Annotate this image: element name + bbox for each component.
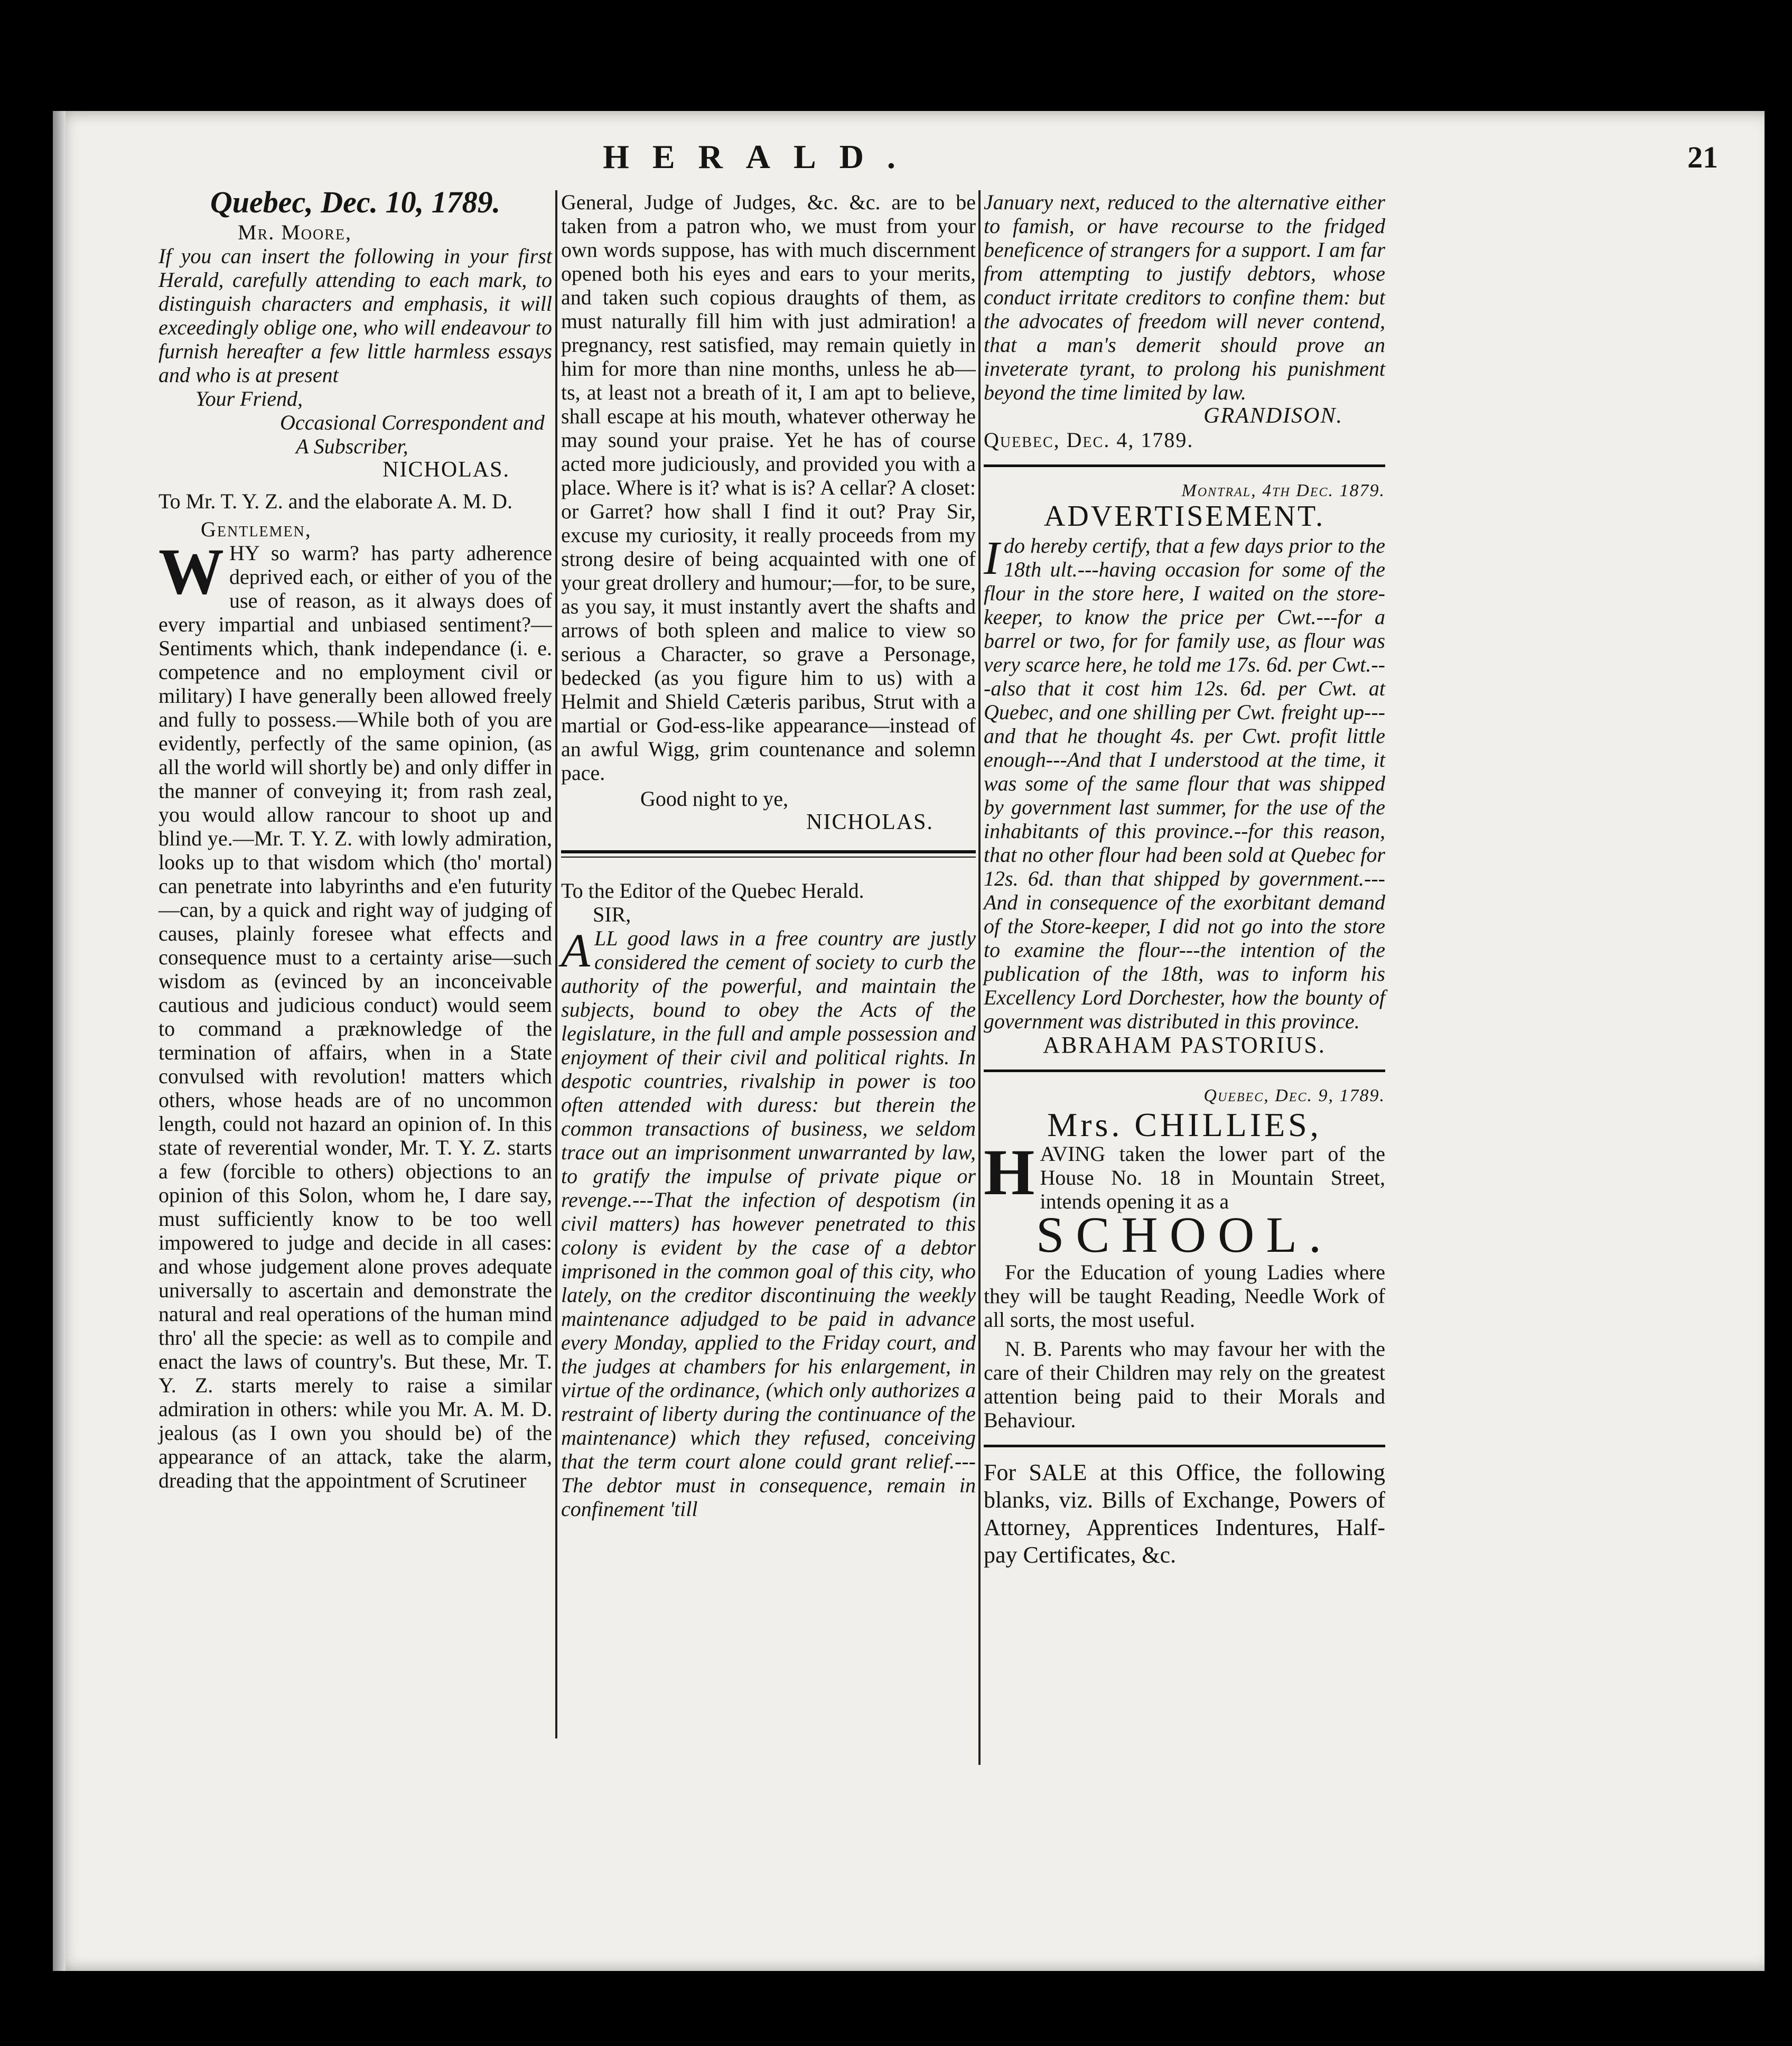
page-gutter <box>53 111 66 1971</box>
sale-notice: For SALE at this Office, the following blanks, viz. Bills of Exchange, Powers of Attorney, Apprentices Indentures, Half-pay Certificates, &c. <box>984 1459 1385 1568</box>
drop-cap: H <box>984 1136 1035 1208</box>
closing-line: Your Friend, <box>195 387 303 411</box>
column-divider <box>978 190 981 1765</box>
signature: NICHOLAS. <box>382 458 510 482</box>
school-title: SCHOOL. <box>1035 1206 1333 1263</box>
school-note: N. B. Parents who may favour her with the care of their Children may rely on the greatest attention being paid to their Morals and Behaviour. <box>984 1337 1385 1432</box>
advertisement-body <box>984 534 1385 1033</box>
masthead: HERALD. <box>603 138 919 175</box>
column-divider <box>555 190 557 1738</box>
school-intro <box>984 1136 1385 1213</box>
advertisement-dateline: Montral, 4th Dec. 1879. <box>1181 481 1385 500</box>
drop-cap: A <box>561 925 590 977</box>
letter-text: LL good laws in a free country are justly considered the cement of society to curb the authority of the powerful, and maintain the subjects, bound to obey the Acts of the legislature, in the full and ample possession and enjoyment of their civil and political rights. In despotic countries, rivalship in power is too often attended with duress: but therein the common transactions of business, we seldom trace out an imprisonment unwarranted by law, to gratify the impulse of private pique or revenge.---That the infection of despotism (in civil matters) has however penetrated to this colony is evident by the case of a debtor imprisoned in the common goal of this city, who lately, on the creditor discontinuing the weekly maintenance adjudged to be paid in advance every Monday, applied to the Friday court, and the judges at chambers for his enlargement, in virtue of the ordinance, (which only authorizes a restraint of liberty during the continuance of the maintenance) which they refused, conceiving that the term court alone could grant relief.---The debtor must in consequence, remain in confinement 'till <box>561 926 976 1521</box>
page-number: 21 <box>1687 140 1718 174</box>
advertisement-title: ADVERTISEMENT. <box>1043 500 1326 533</box>
greeting: Gentlemen, <box>201 517 312 541</box>
column-2 <box>561 190 976 1521</box>
dateline: Quebec, Dec. 10, 1789. <box>210 185 501 219</box>
drop-cap: I <box>984 532 1000 584</box>
signature: GRANDISON. <box>1203 404 1343 428</box>
address-line: To Mr. T. Y. Z. and the elaborate A. M. D. <box>158 489 513 513</box>
body-paragraph <box>158 535 552 1492</box>
column-3 <box>984 190 1385 1569</box>
column-1 <box>158 185 552 1492</box>
school-intro-text: AVING taken the lower part of the House No. 18 in Mountain Street, intends opening it as a <box>1040 1142 1385 1213</box>
school-dateline: Quebec, Dec. 9, 1789. <box>1203 1086 1385 1105</box>
goodnight-line: Good night to ye, <box>640 787 788 811</box>
closing-line: Occasional Correspondent and <box>280 411 545 434</box>
section-rule <box>984 464 1385 467</box>
body-paragraph: General, Judge of Judges, &c. &c. are to be taken from a patron who, we must from your own words suppose, has with much discernment opened both his eyes and ears to your merits, and taken such copious draughts of them, as must naturally fill him with just admiration! a pregnancy, rest satisfied, may remain quietly in him for more than nine months, unless he ab—ts, at least not a breath of it, I am apt to believe, shall escape at his mouth, whatever otherway he may sound your praise. Yet he has of course acted more judiciously, and provided you with a place. Where is it? what is is? A cellar? A closet: or Garret? how shall I find it out? Pray Sir, excuse my curiosity, it really proceeds from my strong desire of being acquainted with one of your great drollery and humour;—for, to be sure, as you say, it must instantly avert the shafts and arrows of both spleen and malice to view so serious a Character, so grave a Personage, bedecked (as you figure him to us) with a Helmit and Shield Cæteris paribus, Strut with a martial or God-ess-like appearance—instead of an awful Wigg, grim countenance and solemn pace. <box>561 190 976 785</box>
dateline: Quebec, Dec. 4, 1789. <box>984 428 1194 452</box>
section-rule <box>984 1070 1385 1072</box>
letter-salutation: SIR, <box>593 903 631 926</box>
signature: NICHOLAS. <box>806 810 934 834</box>
intro-paragraph: If you can insert the following in your first Herald, carefully attending to each mark, to distinguish characters and emphasis, it will exceedingly oblige one, who will endeavour to furnish hereafter a few little harmless essays and who is at present <box>158 244 552 387</box>
signature: ABRAHAM PASTORIUS. <box>1043 1032 1326 1058</box>
letter-heading: To the Editor of the Quebec Herald. <box>561 879 864 903</box>
advertiser-name: Mrs. CHILLIES, <box>1047 1106 1322 1143</box>
drop-cap: W <box>158 535 224 608</box>
closing-line: A Subscriber, <box>296 434 408 458</box>
salutation: Mr. Moore, <box>238 220 352 244</box>
section-rule <box>984 1445 1385 1447</box>
page-header <box>0 137 1792 185</box>
body-paragraph: January next, reduced to the alternative either to famish, or have recourse to the fridged beneficence of strangers for a support. I am far from attempting to justify debtors, whose conduct irritate creditors to confine them: but the advocates of freedom will never contend, that a man's demerit should prove an inveterate tyrant, to prolong his punishment beyond the time limited by law. <box>984 190 1385 404</box>
body-text: HY so warm? has party adherence deprived each, or either of you of the use of reason, as it always does of every impartial and unbiased sentiment?—Sentiments which, thank independance (i. e. competence and no employment civil or military) I have generally been allowed freely and fully to possess.—While both of you are evidently, perfectly of the same opinion, (as all the world will shortly be) and only differ in the manner of conveying it; from rash zeal, you would allow rancour to shoot up and blind ye.—Mr. T. Y. Z. with lowly admiration, looks up to that wisdom which (tho' mortal) can penetrate into labyrinths and e'en futurity—can, by a quick and right way of judging of causes, plainly foresee what effects and consequence must to a certainty arise—such wisdom as (evinced by an inconceivable cautious and judicious conduct) would seem to command a præknowledge of the termination of affairs, when in a State convulsed with revolution! matters which others, whose heads are of no uncommon length, could not hazard an opinion of. In this state of reverential wonder, Mr. T. Y. Z. starts a few (forcible to others) objections to an opinion of this Solon, whom he, I dare say, must sufficiently know to be too well impowered to judge and decide in all cases: and whose judgement alone proves adequate universally to ascertain and demonstrate the natural and real operations of the human mind thro' all the specie: as well as to compile and enact the laws of country's. But these, Mr. T. Y. Z. starts merely to raise a similar admiration in others: while you Mr. A. M. D. jealous (as I own you should be) of the appearance of an attack, take the alarm, dreading that the appointment of Scrutineer <box>158 541 552 1492</box>
school-body: For the Education of young Ladies where they will be taught Reading, Needle Work of all sorts, the most useful. <box>984 1260 1385 1332</box>
advertisement-text: do hereby certify, that a few days prior to the 18th ult.---having occasion for some of the flour in the store here, I waited on the store-keeper, to know the price per Cwt.---for a barrel or two, for for family use, as flour was very scarce here, he told me 17s. 6d. per Cwt.---also that it cost him 12s. 6d. per Cwt. at Quebec, and one shilling per Cwt. freight up--- and that he thought 4s. per Cwt. profit little enough---And that I understood at the time, it was some of the same flour that was shipped by government last summer, for the use of the inhabitants of this province.--for this reason, that no other flour had been sold at Quebec for 12s. 6d. than that shipped by government.---And in consequence of the exorbitant demand of the Store-keeper, I did not go into the store to examine the flour---the intention of the publication of the 18th, was to inform his Excellency Lord Dorchester, how the bounty of government was distributed in this province. <box>984 534 1385 1033</box>
letter-body <box>561 926 976 1521</box>
section-rule <box>561 850 976 858</box>
